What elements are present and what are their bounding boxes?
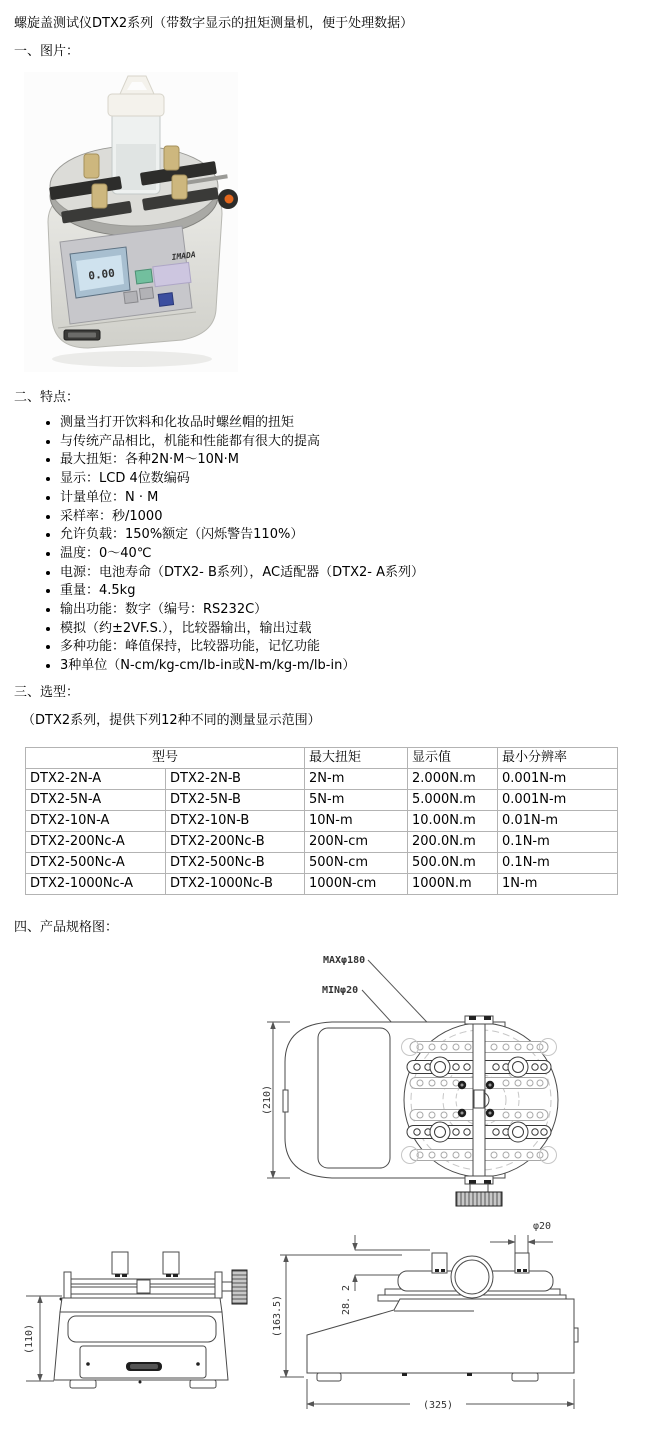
feature-item: • 3种单位（N-cm/kg-cm/lb-in或N-m/kg-m/lb-in）	[60, 657, 424, 676]
table-assembly	[378, 1253, 566, 1301]
cell-min-resolution: 0.001N-m	[498, 790, 618, 811]
cell-min-resolution: 0.1N-m	[498, 832, 618, 853]
width-dimension	[307, 1379, 574, 1411]
table-row	[26, 874, 618, 895]
cell-model-a: DTX2-10N-A	[26, 811, 166, 832]
feature-item: • 测量当打开饮料和化妆品时螺丝帽的扭矩	[60, 414, 424, 433]
green-button	[135, 269, 152, 284]
cell-model-b: DTX2-200Nc-B	[166, 832, 305, 853]
adjust-knob	[218, 189, 238, 209]
height-dimension-label: (110)	[24, 1323, 35, 1355]
rail-assembly	[60, 1272, 223, 1301]
model-selection-table	[25, 747, 618, 895]
table-row	[26, 811, 618, 832]
side-view-drawing	[270, 1211, 654, 1427]
cell-min-resolution: 1N-m	[498, 874, 618, 895]
torque-tester-photo-illustration	[24, 72, 238, 372]
table-row	[26, 853, 618, 874]
min-diameter-label: MINφ20	[322, 985, 359, 996]
feature-item: • 多种功能：峰值保持，比较器功能，记忆功能	[60, 638, 424, 657]
page-title: 螺旋盖测试仪DTX2系列（带数字显示的扭矩测量机，便于处理数据）	[14, 16, 414, 31]
knob-accent	[225, 195, 234, 204]
col-header-min-resolution: 最小分辨率	[498, 748, 618, 769]
cell-model-a: DTX2-500Nc-A	[26, 853, 166, 874]
cell-max-torque: 10N-m	[305, 811, 408, 832]
cell-model-b: DTX2-500Nc-B	[166, 853, 305, 874]
table-row	[26, 769, 618, 790]
cell-max-torque: 200N-cm	[305, 832, 408, 853]
feature-item: • 与传统产品相比，机能和性能都有很大的提高	[60, 433, 424, 452]
cell-model-b: DTX2-5N-B	[166, 790, 305, 811]
table-row	[26, 790, 618, 811]
feature-item: • 电源：电池寿命（DTX2- B系列），AC适配器（DTX2- A系列）	[60, 564, 424, 583]
table-header-row	[26, 748, 618, 769]
device-body	[54, 1298, 228, 1388]
col-header-display-value: 显示值	[408, 748, 498, 769]
feature-item: • 采样率：秒/1000	[60, 508, 424, 527]
cell-display-value: 500.0N.m	[408, 853, 498, 874]
col-header-max-torque: 最大扭矩	[305, 748, 408, 769]
cell-model-b: DTX2-1000Nc-B	[166, 874, 305, 895]
cell-model-a: DTX2-1000Nc-A	[26, 874, 166, 895]
gray-button-1	[124, 291, 138, 304]
product-photo	[24, 72, 238, 372]
cell-display-value: 2.000N.m	[408, 769, 498, 790]
cell-max-torque: 2N-m	[305, 769, 408, 790]
feature-item: • 最大扭矩：各种2N·M〜10N·M	[60, 451, 424, 470]
section-heading-pictures: 一、图片：	[14, 44, 80, 59]
clamp-posts	[112, 1252, 179, 1277]
foot	[317, 1373, 341, 1381]
model-label	[153, 262, 191, 286]
shadow	[52, 351, 212, 367]
cell-model-b: DTX2-10N-B	[166, 811, 305, 832]
feature-list	[44, 414, 424, 676]
cell-model-a: DTX2-5N-A	[26, 790, 166, 811]
cell-display-value: 1000N.m	[408, 874, 498, 895]
width-dimension-label: (325)	[422, 1400, 454, 1411]
max-diameter-label: MAXφ180	[323, 955, 366, 966]
feature-item: • 输出功能：数字（编号：RS232C）	[60, 601, 424, 620]
feature-item: • 重量：4.5kg	[60, 582, 424, 601]
side-knob	[222, 1270, 247, 1304]
feature-item: • 显示：LCD 4位数编码	[60, 470, 424, 489]
post-height-label: 28. 2	[341, 1284, 352, 1316]
foot	[190, 1380, 216, 1388]
feature-item: • 模拟（约±2VF.S.），比较器输出，输出过载	[60, 620, 424, 639]
cell-min-resolution: 0.01N-m	[498, 811, 618, 832]
brand-logo: IMADA	[171, 250, 197, 262]
cell-display-value: 200.0N.m	[408, 832, 498, 853]
gray-button-2	[139, 287, 153, 300]
side-switch	[283, 1090, 288, 1112]
table-row	[26, 832, 618, 853]
cell-max-torque: 5N-m	[305, 790, 408, 811]
front-view-drawing	[16, 1238, 268, 1408]
cell-model-b: DTX2-2N-B	[166, 769, 305, 790]
jar-cap	[108, 94, 164, 116]
front-panel	[60, 226, 196, 324]
foot	[512, 1373, 538, 1381]
cell-model-a: DTX2-2N-A	[26, 769, 166, 790]
feature-item: • 允许负载：150%额定（闪烁警告110%）	[60, 526, 424, 545]
cell-model-a: DTX2-200Nc-A	[26, 832, 166, 853]
feature-item: • 温度：0〜40℃	[60, 545, 424, 564]
top-view-drawing	[260, 942, 654, 1208]
side-switch	[574, 1328, 578, 1342]
selection-note: （DTX2系列，提供下列12种不同的测量显示范围）	[22, 713, 321, 728]
cell-min-resolution: 0.1N-m	[498, 853, 618, 874]
section-heading-spec-drawing: 四、产品规格图：	[14, 920, 119, 935]
tightening-knob	[456, 1184, 502, 1206]
foot	[70, 1380, 96, 1388]
hand-wheel	[451, 1256, 493, 1298]
blue-button	[158, 293, 173, 307]
feature-item: • 计量单位：N · M	[60, 489, 424, 508]
post-diameter-label: φ20	[533, 1221, 552, 1232]
cell-max-torque: 500N-cm	[305, 853, 408, 874]
lcd-readout: 0.00	[87, 266, 116, 283]
cell-min-resolution: 0.001N-m	[498, 769, 618, 790]
section-heading-selection: 三、选型：	[14, 685, 80, 700]
section-heading-features: 二、特点：	[14, 390, 80, 405]
height-dimension-label: (163.5)	[272, 1294, 283, 1338]
depth-dimension-label: (210)	[262, 1084, 273, 1116]
cell-display-value: 5.000N.m	[408, 790, 498, 811]
cell-display-value: 10.00N.m	[408, 811, 498, 832]
cell-max-torque: 1000N-cm	[305, 874, 408, 895]
col-header-model: 型号	[26, 748, 305, 769]
